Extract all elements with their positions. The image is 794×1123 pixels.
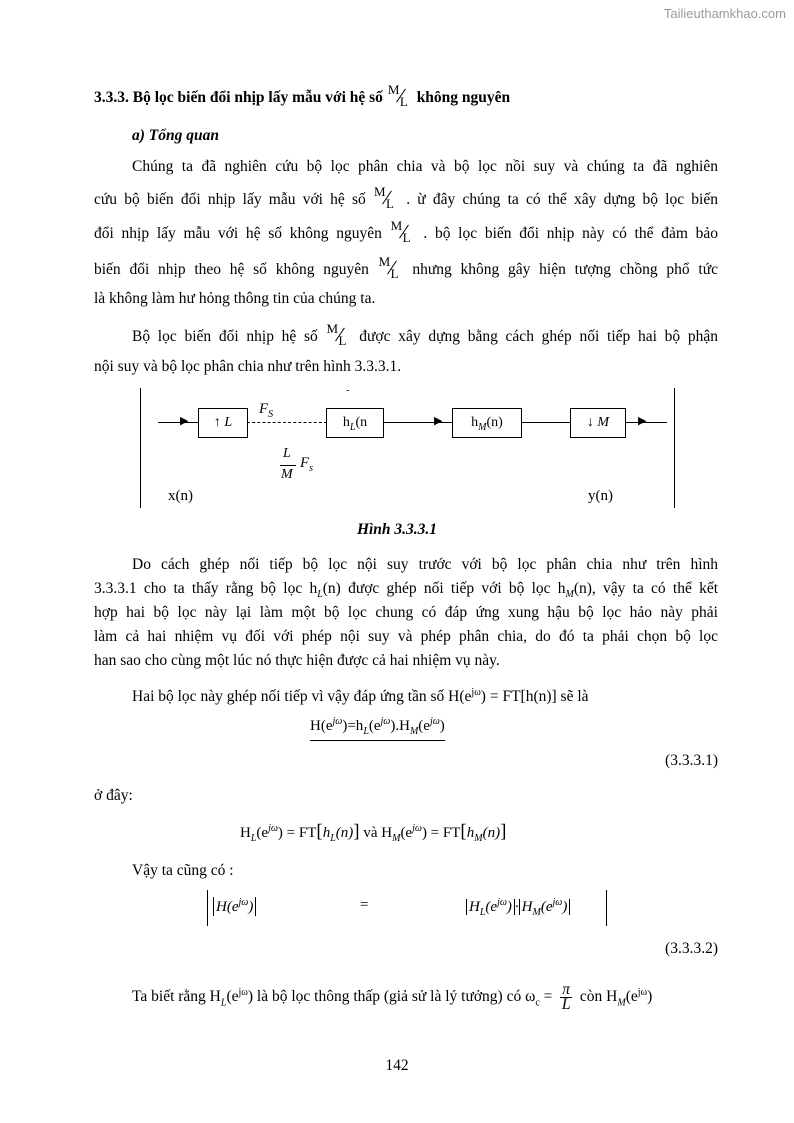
section-heading: [94, 82, 718, 109]
eq-term: ): [562, 899, 568, 915]
equation-1: [310, 716, 445, 741]
connector-3: [521, 422, 570, 423]
fraction-numerator: π: [562, 981, 571, 999]
text: . ừ đây chúng ta có thể xây dựng bộ lọc biến: [406, 191, 718, 208]
eq-sub: M: [474, 833, 483, 844]
hl-filter-block: [326, 408, 384, 438]
eq-term: H(e: [310, 718, 333, 734]
hm-filter-block: [452, 408, 522, 438]
eq-term: ) = FT: [277, 825, 317, 841]
fraction-numerator: M: [390, 218, 403, 233]
up-arrow-icon: ↑: [213, 415, 221, 430]
eq-term: H: [469, 899, 480, 915]
subscript: c: [535, 997, 540, 1009]
superscript: jω: [471, 687, 481, 698]
fraction-denominator: L: [338, 333, 347, 348]
upsampler-block: [198, 408, 248, 438]
fraction-numerator: M: [326, 321, 339, 336]
eq-sub: M: [532, 907, 541, 918]
text: biến đổi nhịp theo hệ số không nguyên: [94, 261, 369, 278]
text: ): [647, 988, 653, 1006]
fraction-numerator: M: [387, 82, 400, 97]
text: 3.3.3.1 cho ta thấy rằng bộ lọc h: [94, 580, 318, 597]
arrow-head-icon: ▶: [180, 415, 189, 427]
bracket: [: [316, 821, 323, 842]
eq-sub: L: [330, 833, 336, 844]
eq-term: (n): [482, 825, 501, 841]
pi-over-l-fraction: [560, 983, 572, 1012]
eq3-rhs-2: [519, 897, 571, 918]
input-label: x(n): [168, 488, 193, 504]
hm-argument: (n): [486, 415, 503, 430]
eq-sub: L: [479, 907, 486, 918]
down-arrow-icon: ↓: [586, 415, 594, 430]
eq-term: (n): [335, 825, 354, 841]
eq-sup: jω: [412, 823, 422, 834]
vay-label: Vậy ta cũng có :: [132, 862, 234, 879]
fraction: [390, 218, 416, 245]
eq-term: h: [466, 825, 475, 841]
eq-term: (e: [256, 825, 269, 841]
eq-sub: M: [392, 833, 401, 844]
heading-text: 3.3.3. Bộ lọc biến đổi nhịp lấy mẫu với hệ số: [94, 89, 383, 106]
eq3-rhs-1: [466, 897, 515, 918]
eq-sub: L: [363, 726, 369, 737]
eq-term: ).H: [390, 718, 410, 734]
eq-term: và H: [359, 825, 393, 841]
eq3-equals: =: [360, 897, 369, 913]
equation-2: [240, 821, 506, 844]
superscript: jω: [238, 987, 248, 998]
last-line: [132, 983, 718, 1013]
eq-term: H: [240, 825, 251, 841]
fraction-denominator: L: [386, 196, 394, 211]
eq-term: H: [521, 899, 533, 915]
text: đổi nhịp lấy mẫu với hệ số không nguyên: [94, 225, 382, 242]
para2-line2: nội suy và bộ lọc phân chia như trên hình 3.3.3.1.: [94, 358, 402, 375]
para3-line2: [94, 579, 718, 605]
fraction-denominator: L: [390, 266, 399, 281]
eq3-border-right: [606, 890, 607, 926]
bracket: ]: [500, 821, 507, 842]
downsampler-block: [570, 408, 626, 438]
text: nhưng không gây hiện tượng chồng phổ tức: [412, 261, 719, 278]
output-label: y(n): [588, 488, 613, 504]
text: . bộ lọc biến đổi nhịp này có thể đảm bảo: [423, 225, 719, 242]
eq-sup: jω: [380, 716, 391, 727]
fraction-denominator: L: [561, 996, 571, 1014]
para1-line4: [94, 254, 719, 281]
eq-term: )=h: [342, 718, 364, 734]
text: Ta biết rằng H: [132, 988, 221, 1006]
eq-term: ): [248, 899, 254, 915]
bracket: [: [460, 821, 467, 842]
hl-subscript: L: [349, 421, 356, 433]
watermark: Tailieuthamkhao.com: [663, 6, 786, 21]
eq3-lhs: [213, 897, 256, 916]
eq-sup: jω: [552, 897, 563, 908]
subscript: L: [317, 589, 323, 601]
fraction: [373, 184, 399, 211]
para3-line3: hợp hai bộ lọc này lại làm một bộ lọc chung có đáp ứng xung hậu bộ lọc hảo này phải: [94, 604, 718, 621]
para4-line1: [132, 683, 756, 707]
eq-term: (e: [485, 899, 498, 915]
connector-1: [247, 422, 327, 423]
connector-2: [383, 422, 453, 423]
diagram-tick-mark: -: [346, 385, 350, 396]
text: (e: [226, 988, 239, 1006]
subsection-heading: a) Tổng quan: [132, 127, 219, 144]
eq-term: (e: [400, 825, 413, 841]
para1-line5: là không làm hư hỏng thông tin của chúng ta.: [94, 290, 376, 307]
arrow-head-icon: ▶: [434, 415, 443, 427]
figure-caption: Hình 3.3.3.1: [356, 521, 438, 538]
text: (n), vậy ta có thể kết: [573, 580, 719, 597]
fs-subscript: S: [268, 409, 274, 420]
text: ) là bộ lọc thông thấp (giả sử là lý tưởng) có ω: [247, 988, 536, 1006]
eq-sub: M: [409, 726, 419, 737]
ratio-fs: [300, 455, 313, 474]
equation-number-2: (3.3.3.2): [665, 940, 718, 957]
equation-number-1: (3.3.3.1): [665, 752, 718, 769]
para3-line4: làm cả hai nhiệm vụ đối với phép nội suy và phép phân chia, do đó ta phải chọn bộ lọc: [94, 628, 718, 645]
text: (e: [625, 988, 638, 1006]
subscript: L: [220, 997, 227, 1009]
eq-term: ) = FT: [421, 825, 461, 841]
para3-line1: Do cách ghép nối tiếp bộ lọc nội suy trước với bộ lọc phân chia như trên hình: [132, 556, 718, 573]
ratio-bar: [280, 465, 296, 466]
para2-line1: [132, 321, 719, 348]
text: =: [539, 988, 553, 1006]
eq-sup: jω: [429, 716, 440, 727]
eq-term: h: [322, 825, 331, 841]
eq-sub: L: [250, 833, 257, 844]
fraction-denominator: L: [402, 230, 411, 245]
text: được xây dựng bằng cách ghép nối tiếp hai bộ phận: [359, 328, 719, 345]
page-number: 142: [385, 1057, 409, 1074]
arrow-head-icon: ▶: [638, 415, 647, 427]
ratio-f-symbol: F: [300, 455, 310, 471]
eq-term: H(e: [216, 899, 239, 915]
hm-subscript: M: [478, 421, 487, 433]
input-line: [158, 422, 198, 423]
text: Bộ lọc biến đổi nhịp hệ số: [132, 328, 318, 345]
fraction: [326, 321, 352, 348]
para1-line2: [94, 184, 718, 211]
fs-label: [259, 401, 273, 420]
downsample-factor: M: [597, 415, 610, 430]
eq3-border-left: [207, 890, 208, 926]
eq3-rhs: [466, 897, 570, 918]
diagram-left-border: [140, 388, 141, 508]
diagram-right-border: [674, 388, 675, 508]
text: Hai bộ lọc này ghép nối tiếp vì vậy đáp ứng tần số H(e: [132, 688, 472, 706]
fraction-numerator: M: [374, 184, 386, 199]
eq-term: (e: [368, 718, 381, 734]
subscript: M: [617, 997, 626, 1009]
eq-sup: jω: [497, 897, 507, 908]
bracket: ]: [353, 821, 360, 842]
eq-term: ·: [514, 899, 519, 915]
para1-line1: Chúng ta đã nghiên cứu bộ lọc phân chia và bộ lọc nồi suy và chúng ta đã nghiên: [132, 158, 718, 175]
heading-fraction: [387, 82, 413, 109]
heading-text-end: không nguyên: [416, 89, 511, 106]
hm-symbol: h: [471, 415, 479, 430]
text: (n) được ghép nối tiếp với bộ lọc h: [322, 580, 566, 597]
hl-argument: (n: [355, 415, 368, 430]
eq-term: (e: [540, 899, 553, 915]
text: còn H: [579, 988, 618, 1006]
eq-sup: jω: [238, 897, 249, 908]
fraction-denominator: L: [399, 94, 408, 109]
eq-term: (e: [418, 718, 430, 734]
eq-term: ): [506, 899, 512, 915]
para3-line5: han sao cho cùng một lúc nó thực hiện được cả hai nhiệm vụ này.: [94, 652, 500, 669]
para1-line3: [94, 218, 719, 245]
fraction-numerator: M: [378, 254, 391, 269]
fs-symbol: F: [259, 401, 269, 417]
superscript: jω: [637, 987, 648, 998]
o-day-label: ở đây:: [94, 787, 133, 804]
eq-sup: jω: [268, 823, 278, 834]
text: cứu bộ biến đổi nhịp lấy mẫu với hệ số: [94, 191, 366, 208]
fraction: [378, 254, 404, 281]
eq-sup: jω: [332, 716, 343, 727]
eq-term: ): [439, 718, 445, 734]
ratio-f-subscript: s: [309, 463, 314, 474]
ratio-denominator: M: [281, 467, 293, 482]
subscript: M: [565, 589, 574, 601]
upsample-factor: L: [224, 415, 233, 430]
hl-symbol: h: [342, 415, 350, 430]
text: ) = FT[h(n)] sẽ là: [480, 688, 589, 706]
ratio-numerator: L: [283, 446, 291, 461]
